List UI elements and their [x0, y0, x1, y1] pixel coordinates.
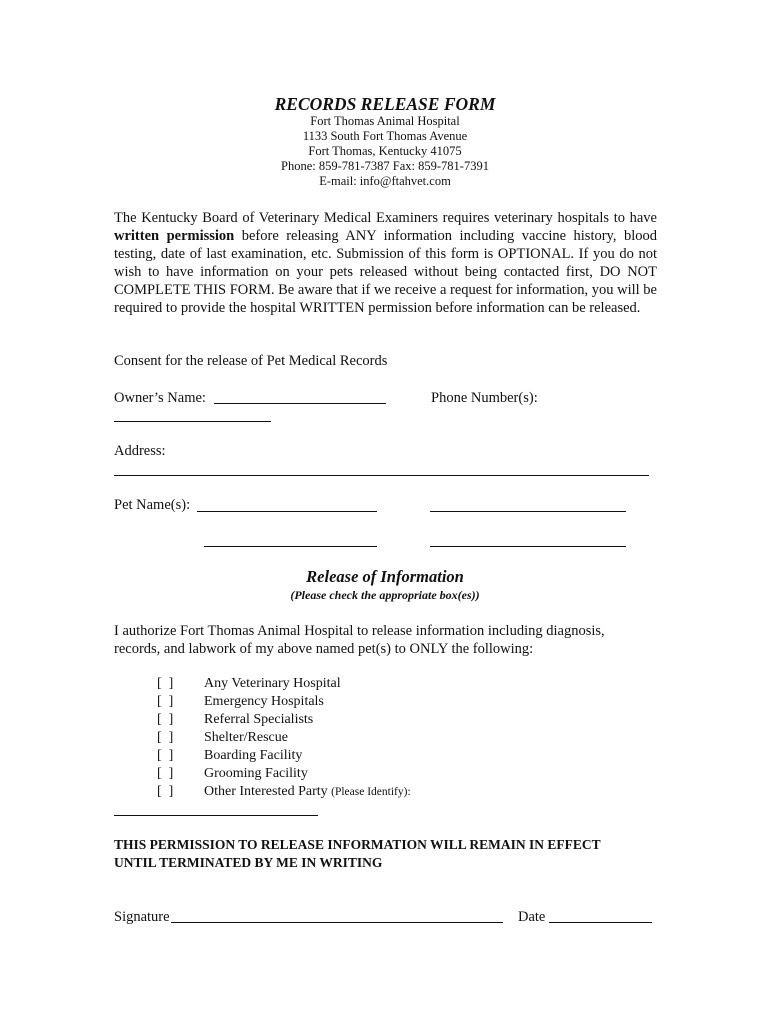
hospital-city: Fort Thomas, Kentucky 41075 — [308, 144, 462, 158]
checkbox[interactable]: [ ] — [157, 730, 174, 745]
phone-number-label: Phone Number(s): — [431, 390, 538, 406]
hospital-street: 1133 South Fort Thomas Avenue — [302, 129, 468, 143]
pet-name-field-1[interactable] — [197, 511, 377, 512]
other-party-field[interactable] — [114, 815, 318, 816]
release-subheading: (Please check the appropriate box(es)) — [290, 588, 480, 602]
address-label: Address: — [114, 443, 166, 459]
date-label: Date — [518, 909, 546, 925]
option-label: Other Interested Party — [204, 784, 328, 799]
hospital-email: E-mail: info@ftahvet.com — [319, 174, 451, 188]
option-label: Grooming Facility — [204, 766, 308, 781]
intro-paragraph — [114, 209, 657, 317]
pet-name-field-4[interactable] — [430, 546, 626, 547]
option-label: Boarding Facility — [204, 748, 303, 763]
date-field[interactable] — [549, 922, 652, 923]
checkbox[interactable]: [ ] — [157, 694, 174, 709]
option-label: Any Veterinary Hospital — [204, 676, 341, 691]
authorize-statement: I authorize Fort Thomas Animal Hospital to release information including diagnosis, records, and labwork of my above named pet(s) to ONLY the following: — [114, 623, 605, 657]
signature-field[interactable] — [171, 922, 503, 923]
option-label: Shelter/Rescue — [204, 730, 288, 745]
owner-name-label: Owner’s Name: — [114, 390, 206, 406]
signature-label: Signature — [114, 909, 170, 925]
phone-number-field[interactable] — [114, 421, 271, 422]
form-title: RECORDS RELEASE FORM — [274, 94, 496, 114]
intro-text-1: The Kentucky Board of Veterinary Medical Examiners requires veterinary hospitals to have — [114, 210, 657, 226]
hospital-phone-fax: Phone: 859-781-7387 Fax: 859-781-7391 — [281, 159, 489, 173]
intro-bold-text: written permission — [114, 228, 235, 244]
pet-name-field-2[interactable] — [430, 511, 626, 512]
pet-name-field-3[interactable] — [204, 546, 377, 547]
option-label: Emergency Hospitals — [204, 694, 324, 709]
checkbox[interactable]: [ ] — [157, 766, 174, 781]
checkbox[interactable]: [ ] — [157, 676, 174, 691]
consent-line: Consent for the release of Pet Medical Records — [114, 353, 388, 369]
pet-names-label: Pet Name(s): — [114, 497, 191, 513]
owner-name-field[interactable] — [214, 403, 386, 404]
option-label-wrap — [204, 783, 411, 801]
intro-text-2: before releasing ANY information including vaccine history, blood testing, date of last examination, etc. Submission of this form is OPTIONAL. If you do not wish to have information on your pets released without being contacted first, DO NOT COMPLETE THIS FORM. Be aware that if we receive a request for information, you will be required to provide the hospital WRITTEN permission before information can be released. — [114, 228, 658, 316]
checkbox[interactable]: [ ] — [157, 748, 174, 763]
please-identify-note: (Please Identify): — [331, 786, 411, 798]
checkbox[interactable]: [ ] — [157, 712, 174, 727]
hospital-name: Fort Thomas Animal Hospital — [310, 114, 460, 128]
option-label: Referral Specialists — [204, 712, 314, 727]
permission-notice: THIS PERMISSION TO RELEASE INFORMATION WILL REMAIN IN EFFECT UNTIL TERMINATED BY ME IN WRITING — [114, 837, 601, 870]
checkbox[interactable]: [ ] — [157, 784, 174, 799]
address-field[interactable] — [114, 475, 649, 476]
release-heading: Release of Information — [306, 567, 464, 586]
